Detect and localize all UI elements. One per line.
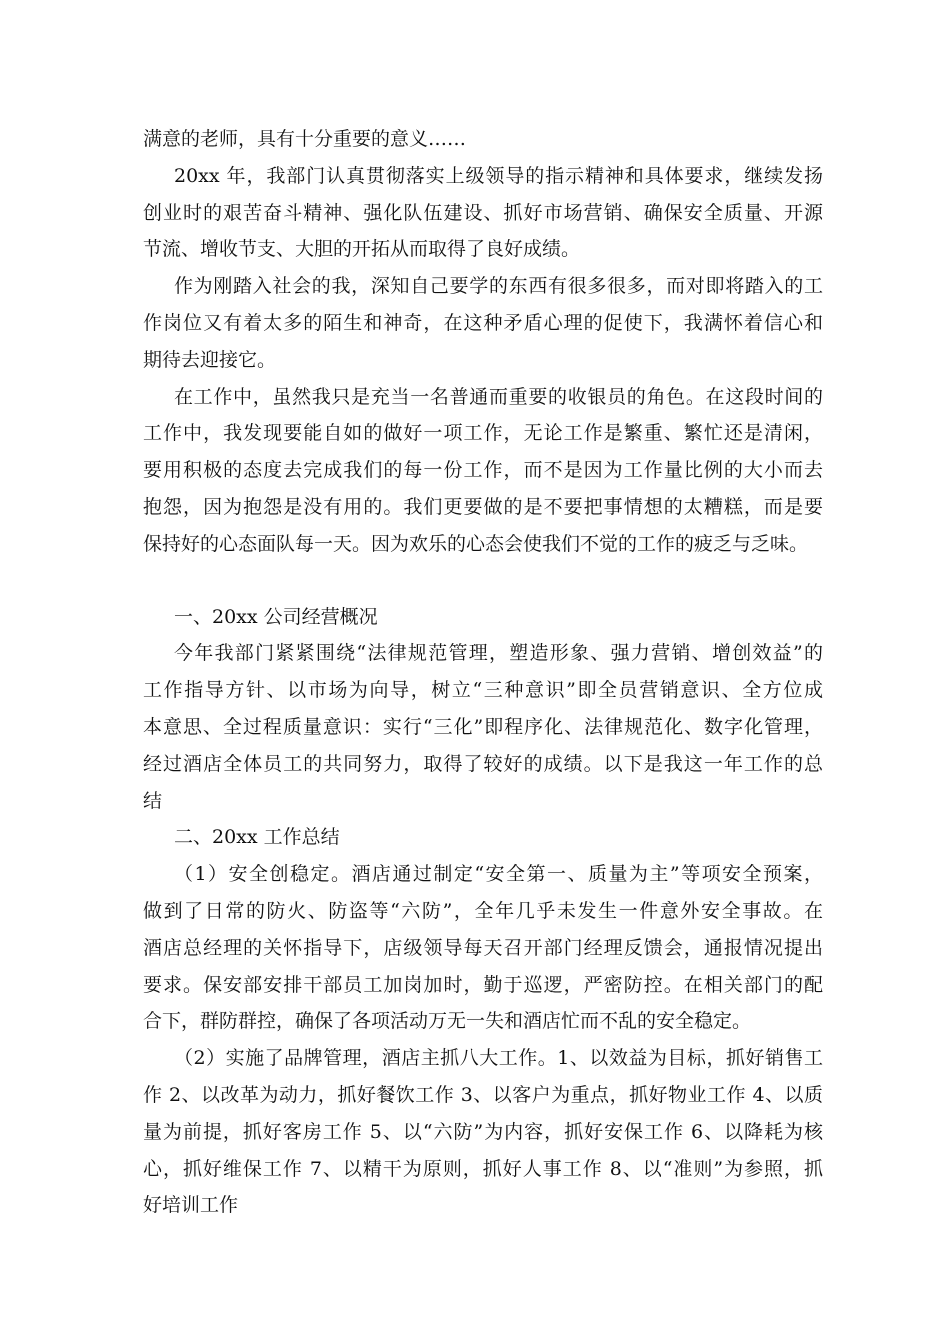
text-line: 期待去迎接它。 bbox=[143, 348, 277, 371]
text-line: 本意思、全过程质量意识：实行“三化”即程序化、法律规范化、数字化管理， bbox=[143, 715, 823, 738]
text-line: 量为前提，抓好客房工作 5、以“六防”为内容，抓好安保工作 6、以降耗为核 bbox=[143, 1120, 823, 1143]
paragraph-department-summary bbox=[143, 158, 823, 268]
text-line: 节流、增收节支、大胆的开拓从而取得了良好成绩。 bbox=[143, 238, 581, 261]
text-line: 酒店总经理的关怀指导下，店级领导每天召开部门经理反馈会，通报情况提出 bbox=[143, 936, 823, 959]
text-line: 20xx 年，我部门认真贯彻落实上级领导的指示精神和具体要求，继续发扬 bbox=[174, 164, 823, 187]
text-line: 保持好的心态面队每一天。因为欢乐的心态会使我们不觉的工作的疲乏与乏味。 bbox=[143, 532, 809, 555]
paragraph-cashier-role bbox=[143, 379, 823, 563]
text-line: 作 2、以改革为动力，抓好餐饮工作 3、以客户为重点，抓好物业工作 4、以质 bbox=[143, 1083, 823, 1106]
text-line: 要求。保安部安排干部员工加岗加时，勤于巡逻，严密防控。在相关部门的配 bbox=[143, 973, 823, 996]
text-line: 合下，群防群控，确保了各项活动万无一失和酒店忙而不乱的安全稳定。 bbox=[143, 1010, 752, 1033]
text-line: 满意的老师，具有十分重要的意义…… bbox=[143, 128, 467, 150]
paragraph-brand-management bbox=[143, 1040, 823, 1224]
section-heading: 二、20xx 工作总结 bbox=[174, 826, 340, 849]
text-line: （1）安全创稳定。酒店通过制定“安全第一、质量为主”等项安全预案， bbox=[174, 863, 823, 886]
paragraph-intro-tail bbox=[143, 121, 823, 158]
text-line: 要用积极的态度去完成我们的每一份工作，而不是因为工作量比例的大小而去 bbox=[143, 459, 823, 482]
text-line: 工作指导方针、以市场为向导，树立“三种意识”即全员营销意识、全方位成 bbox=[143, 679, 823, 702]
section-heading-work-summary bbox=[143, 819, 823, 856]
paragraph-gap bbox=[143, 563, 823, 599]
text-line: 今年我部门紧紧围绕“法律规范管理，塑造形象、强力营销、增创效益”的 bbox=[174, 642, 823, 665]
text-line: 作为刚踏入社会的我，深知自己要学的东西有很多很多，而对即将踏入的工 bbox=[174, 275, 823, 298]
text-line: （2）实施了品牌管理，酒店主抓八大工作。1、以效益为目标，抓好销售工 bbox=[174, 1047, 823, 1070]
text-line: 抱怨，因为抱怨是没有用的。我们更要做的是不要把事情想的太糟糕，而是要 bbox=[143, 495, 823, 518]
section-heading-overview bbox=[143, 599, 823, 636]
text-line: 结 bbox=[143, 789, 163, 812]
section-heading: 一、20xx 公司经营概况 bbox=[174, 605, 378, 628]
text-line: 经过酒店全体员工的共同努力，取得了较好的成绩。以下是我这一年工作的总 bbox=[143, 752, 823, 775]
text-line: 工作中，我发现要能自如的做好一项工作，无论工作是繁重、繁忙还是清闲， bbox=[143, 422, 823, 445]
text-line: 作岗位又有着太多的陌生和神奇，在这种矛盾心理的促使下，我满怀着信心和 bbox=[143, 311, 823, 334]
document-body bbox=[143, 121, 823, 1224]
paragraph-safety bbox=[143, 856, 823, 1040]
text-line: 做到了日常的防火、防盗等“六防”，全年几乎未发生一件意外安全事故。在 bbox=[143, 899, 823, 922]
text-line: 在工作中，虽然我只是充当一名普通而重要的收银员的角色。在这段时间的 bbox=[174, 385, 823, 408]
paragraph-new-employee bbox=[143, 268, 823, 378]
text-line: 心，抓好维保工作 7、以精干为原则，抓好人事工作 8、以“准则”为参照，抓 bbox=[143, 1157, 823, 1180]
text-line: 创业时的艰苦奋斗精神、强化队伍建设、抓好市场营销、确保安全质量、开源 bbox=[143, 201, 823, 224]
text-line: 好培训工作 bbox=[143, 1194, 239, 1217]
paragraph-management-policy bbox=[143, 635, 823, 819]
